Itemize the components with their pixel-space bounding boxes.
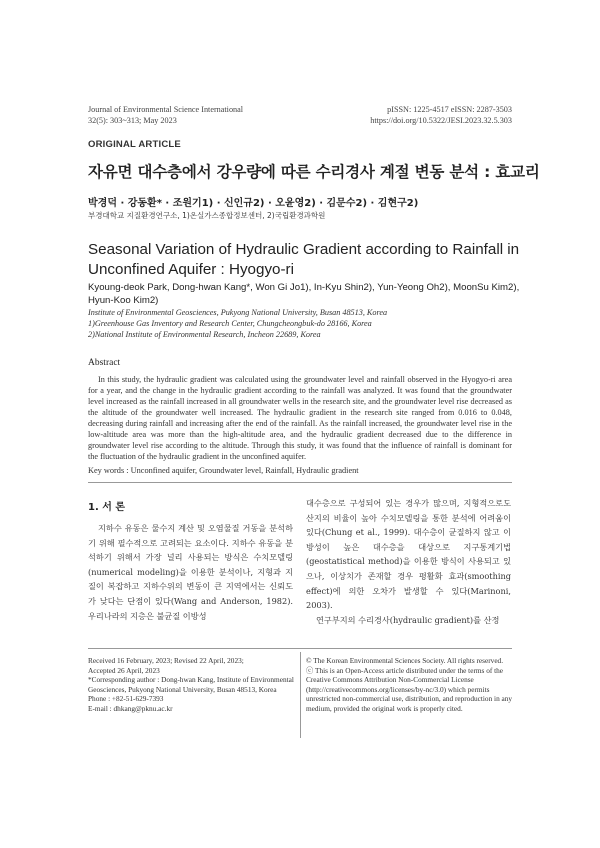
body-paragraph: 연구부지의 수리경사(hydraulic gradient)를 산정: [316, 614, 500, 625]
journal-header-left: [88, 105, 243, 126]
journal-name: Journal of Environmental Science International: [88, 105, 244, 114]
footnote-column-divider: [300, 652, 301, 738]
email: E-mail : dhkang@pknu.ac.kr: [88, 703, 173, 713]
journal-header-right: [370, 105, 512, 126]
body-column-left: 지하수 유동은 물수지 계산 및 오염물질 거동을 분석하기 위해 필수적으로 고려되는 요소이다. 지하수 유동을 분석하기 위해서 가장 널리 사용되는 방식은 수치모델링(numerical modeling)을 이용한 분석이나, 지형과 지질이 복잡하고 지하수위의 변동이 큰 지역에서는 신뢰도가 낮다는 단점이 있다(Wang and Anderson, 1982). 우리나라의 지층은 불균질 이방성: [88, 523, 293, 621]
journal-volume: 32(5): 303~313; May 2023: [88, 115, 177, 125]
copyright: © The Korean Environmental Sciences Society. All rights reserved.: [306, 656, 504, 665]
journal-issn: pISSN: 1225-4517 eISSN: 2287-3503: [387, 105, 512, 114]
english-affiliations: [88, 307, 528, 340]
license: ⓒ This is an Open-Access article distributed under the terms of the Creative Commons Attribution Non-Commercial License (http://creativecommons.org/licenses/by-nc/3.0) which permits unrestricted non-commercial use, distribution, and reproduction in any medium, provided the original work is properly cited.: [306, 665, 513, 713]
keywords: Key words : Unconfined aquifer, Groundwater level, Rainfall, Hydraulic gradient: [88, 466, 359, 475]
section-heading: 1. 서 론: [88, 502, 126, 513]
accepted-date: Accepted 26 April, 2023: [88, 665, 160, 675]
korean-authors: 박경덕 · 강동환* · 조원기1) · 신인규2) · 오윤영2) · 김문수2) · 김현구2): [88, 198, 419, 209]
footnote-right: [306, 656, 518, 713]
korean-affiliation: 부경대학교 지질환경연구소, 1)온실가스종합정보센터, 2)국립환경과학원: [88, 211, 326, 220]
affiliation-line: 2)National Institute of Environmental Research, Incheon 22689, Korea: [88, 330, 321, 339]
section-divider: [88, 482, 512, 483]
affiliation-line: 1)Greenhouse Gas Inventory and Research Center, Chungcheongbuk-do 28166, Korea: [88, 319, 372, 328]
korean-title: 자유면 대수층에서 강우량에 따른 수리경사 계절 변동 분석 : 효교리: [88, 163, 540, 181]
english-title: Seasonal Variation of Hydraulic Gradient according to Rainfall in Unconfined Aquifer : Hyogyo-ri: [88, 241, 520, 278]
article-type: ORIGINAL ARTICLE: [88, 139, 181, 150]
abstract-text: In this study, the hydraulic gradient was calculated using the groundwater level and rainfall observed in the Hyogyo-ri area for a year, and the change in the hydraulic gradient according to the rainfall was analyzed. It was found that the groundwater level increased as the rainfall increased in all groundwater wells in the research site, and the groundwater level rise decreased as the altitude of the groundwater well increased. The hydraulic gradient in the research site ranged from 0.016 to 0.048, decreasing during rainfall and increasing after the end of the rainfall. As the rainfall increased, the groundwater level rise in the low-altitude area was more than the high-altitude area, and the hydraulic gradient decreased due to the difference in groundwater level rise according to the altitude. Through this study, it was found that the influence of rainfall is dominant for the fluctuation of the hydraulic gradient in the unconfined aquifer.: [88, 375, 512, 461]
footnote-left: [88, 656, 298, 713]
phone: Phone : +82-51-629-7393: [88, 694, 164, 703]
journal-doi: https://doi.org/10.5322/JESI.2023.32.5.303: [370, 115, 512, 125]
corresponding-author: *Corresponding author : Dong-hwan Kang, Institute of Environmental Geosciences, Pukyong National University, Busan 48513, Korea: [88, 675, 294, 694]
affiliation-line: Institute of Environmental Geosciences, Pukyong National University, Busan 48513, Korea: [88, 308, 388, 317]
footnote-divider: [88, 648, 512, 649]
received-dates: Received 16 February, 2023; Revised 22 April, 2023;: [88, 656, 244, 665]
english-authors: Kyoung-deok Park, Dong-hwan Kang*, Won Gi Jo1), In-Kyu Shin2), Yun-Yeong Oh2), MoonSu Kim2), Hyun-Koo Kim2): [88, 282, 520, 306]
body-paragraph: 대수층으로 구성되어 있는 경우가 많으며, 지형적으로도 산지의 비율이 높아 수치모델링을 통한 분석에 어려움이 있다(Chung et al., 1999). 대수층이 균질하지 않고 이방성이 높은 대수층을 대상으로 지구통계기법(geostatistical method)을 이용한 방식이 사용되고 있으나, 이상치가 존재할 경우 평활화 효과(smoothing effect)에 의한 오차가 발생할 수 있다(Marinoni, 2003).: [306, 498, 511, 611]
body-column-right: [306, 496, 511, 627]
abstract-heading: Abstract: [88, 358, 121, 368]
